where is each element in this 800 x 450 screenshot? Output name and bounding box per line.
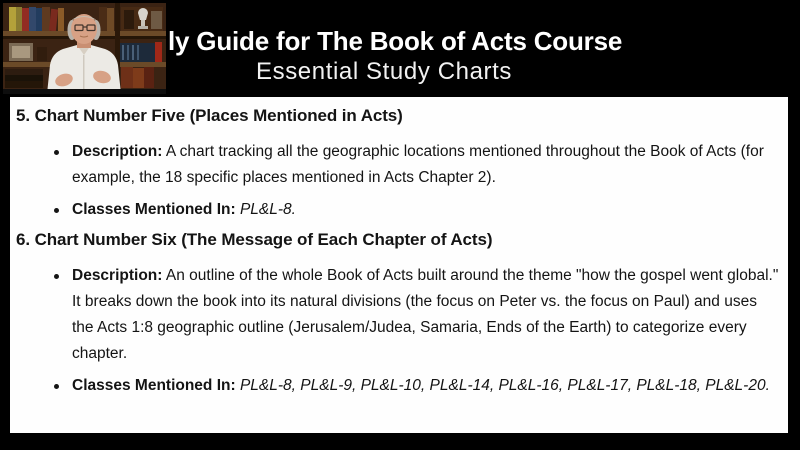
bullet-value: PL&L-8, PL&L-9, PL&L-10, PL&L-14, PL&L-16, PL&L-17, PL&L-18, PL&L-20. (239, 377, 770, 394)
bullet-text (72, 197, 780, 223)
bullet-icon (54, 150, 59, 155)
bullet-value: An outline of the whole Book of Acts built around the theme "how the gospel went global." It breaks down the book into its natural divisions (the focus on Peter vs. the focus on Paul) and uses the Acts 1:8 geographic outline (Jerusalem/Judea, Samaria, Ends of the Earth) to categorize every chapter. (72, 267, 779, 362)
bullet-text (72, 373, 780, 399)
section-chart-five (16, 105, 780, 223)
bookshelf-trophy-shelf (121, 7, 163, 31)
bullet-text (72, 139, 780, 191)
video-thumbnail (3, 3, 166, 94)
page-subtitle: Essential Study Charts (256, 58, 512, 85)
page-title: ly Guide for The Book of Acts Course (168, 26, 623, 56)
list-item (16, 197, 780, 223)
bullet-value: PL&L-8. (239, 201, 296, 218)
list-item (16, 373, 780, 399)
section-heading: 5. Chart Number Five (Places Mentioned in Acts) (16, 106, 403, 125)
section-heading: 6. Chart Number Six (The Message of Each Chapter of Acts) (16, 230, 493, 249)
presenter-illustration (3, 3, 166, 94)
list-item (16, 263, 780, 367)
bullet-label: Description: (72, 267, 163, 284)
slide-content (10, 97, 788, 433)
video-letterbox (3, 89, 166, 94)
bullet-label: Description: (72, 143, 163, 160)
bullet-text (72, 263, 780, 367)
bullet-icon (54, 384, 59, 389)
bullet-icon (54, 208, 59, 213)
list-item (16, 139, 780, 191)
bullet-value: A chart tracking all the geographic locations mentioned throughout the Book of Acts (for example, the 18 specific places mentioned in Acts Chapter 2). (72, 143, 764, 186)
bullet-icon (54, 274, 59, 279)
bullet-label: Classes Mentioned In: (72, 377, 236, 394)
bullet-label: Classes Mentioned In: (72, 201, 236, 218)
section-chart-six (16, 229, 780, 399)
